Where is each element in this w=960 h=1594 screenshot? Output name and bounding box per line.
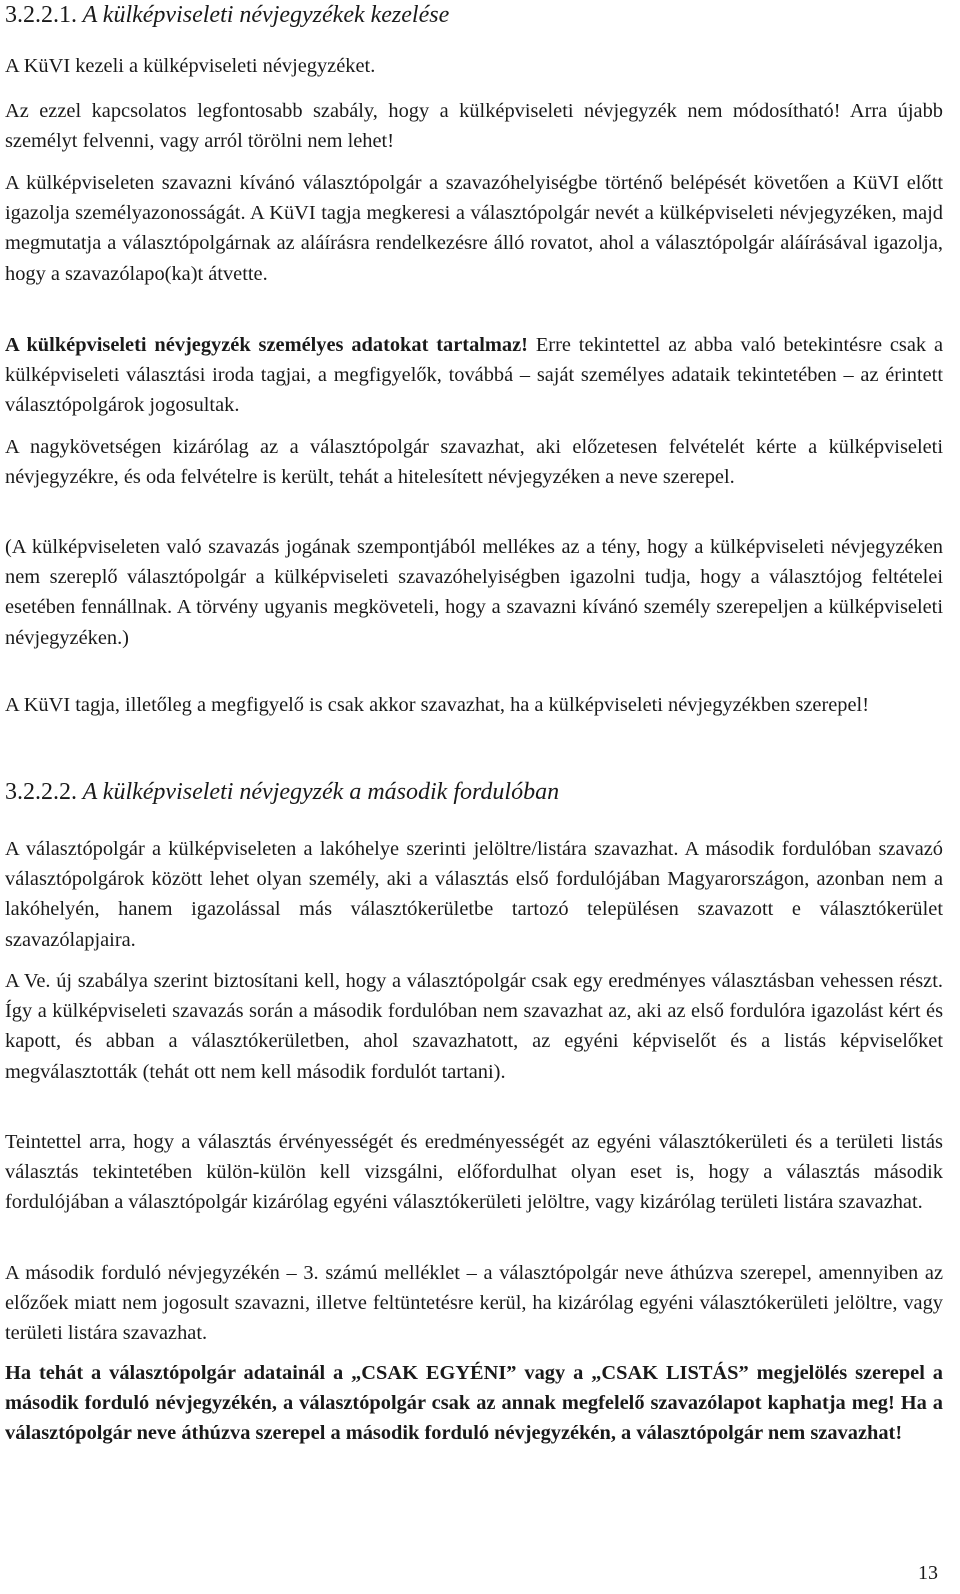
paragraph [5, 330, 943, 421]
bold-statement: A külképviseleti névjegyzék személyes adatokat tartalmaz! [5, 334, 528, 356]
paragraph: A KüVI kezeli a külképviseleti névjegyzéket. [5, 55, 376, 77]
paragraph: A külképviseleten szavazni kívánó választópolgár a szavazóhelyiségbe történő belépését követően a KüVI előtt igazolja személyazonosságát. A KüVI tagja megkeresi a választópolgár nevét a külképviseleti névjegyzéken, majd megmutatja a választópolgárnak az aláírásra rendelkezésre álló rovatot, ahol a választópolgár aláírásával igazolja, hogy a szavazólapo(ka)t átvette. [5, 172, 943, 285]
paragraph: A választópolgár a külképviseleten a lakóhelye szerinti jelöltre/listára szavazhat. A második fordulóban szavazó választópolgárok között lehet olyan személy, aki a választás első fordulójában Magyarországon, azonban nem a lakóhelyén, hanem igazolással más választókerületbe tartozó településen szavazott e választókerület szavazólapjaira. [5, 838, 943, 951]
paragraph: A KüVI tagja, illetőleg a megfigyelő is csak akkor szavazhat, ha a külképviseleti névjegyzékben szerepel! [5, 694, 870, 716]
paragraph: Az ezzel kapcsolatos legfontosabb szabály, hogy a külképviseleti névjegyzék nem módosítható! Arra újabb személyt felvenni, vagy arról törölni nem lehet! [5, 100, 943, 153]
paragraph: A Ve. új szabálya szerint biztosítani kell, hogy a választópolgár csak egy eredményes választásban vehessen részt. Így a külképviseleti szavazás során a második fordulóban nem szavazhat az, aki az első fordulóra igazolást kért és kapott, és abban a választókerületben, ahol szavazhatott, az egyéni képviselőt és a listás képviselőket megválasztották (tehát ott nem kell második fordulót tartani). [5, 970, 943, 1083]
paragraph: (A külképviseleten való szavazás jogának szempontjából mellékes az a tény, hogy a külképviseleti névjegyzéken nem szereplő választópolgár a külképviseleti szavazóhelyiségben igazolni tudja, hogy a választójog feltételei esetében fennállnak. A törvény ugyanis megköveteli, hogy a szavazni kívánó személy szerepeljen a külképviseleti névjegyzéken.) [5, 536, 943, 649]
section-title: A külképviseleti névjegyzék a második fordulóban [82, 779, 560, 805]
section-number: 3.2.2.1. [5, 2, 77, 28]
paragraph: A második forduló névjegyzékén – 3. számú melléklet – a választópolgár neve áthúzva szerepel, amennyiben az előzőek miatt nem jogosult szavazni, illetve feltüntetésre kerül, ha kizárólag egyéni választókerületi jelöltre, vagy területi listára szavazhat. [5, 1262, 943, 1345]
paragraph: A nagykövetségen kizárólag az a választópolgár szavazhat, aki előzetesen felvételét kérte a külképviseleti névjegyzékre, és oda felvételre is került, tehát a hitelesített névjegyzéken a neve szerepel. [5, 436, 943, 489]
page-number: 13 [918, 1562, 938, 1584]
paragraph: Teintettel arra, hogy a választás érvényességét és eredményességét az egyéni választókerületi és a területi listás választás tekintetében külön-külön kell vizsgálni, előfordulhat olyan eset is, hogy a választás második fordulójában a választópolgár kizárólag egyéni választókerületi jelöltre, vagy kizárólag területi listára szavazhat. [5, 1131, 943, 1214]
paragraph-text: Erre tekintettel az abba való betekintésre csak a külképviseleti választási iroda tagjai, a megfigyelők, továbbá – saját személyes adataik tekintetében – az érintett választópolgárok jogosultak. [5, 334, 944, 417]
section-heading-3-2-2-2 [5, 777, 559, 807]
bold-paragraph: Ha tehát a választópolgár adatainál a „CSAK EGYÉNI” vagy a „CSAK LISTÁS” megjelölés szerepel a második forduló névjegyzékén, a választópolgár csak az annak megfelelő szavazólapot kaphatja meg! Ha a választópolgár neve áthúzva szerepel a második forduló névjegyzékén, a választópolgár nem szavazhat! [5, 1362, 943, 1445]
section-title: A külképviseleti névjegyzékek kezelése [82, 2, 450, 28]
section-number: 3.2.2.2. [5, 779, 77, 805]
section-heading-3-2-2-1 [5, 0, 449, 30]
